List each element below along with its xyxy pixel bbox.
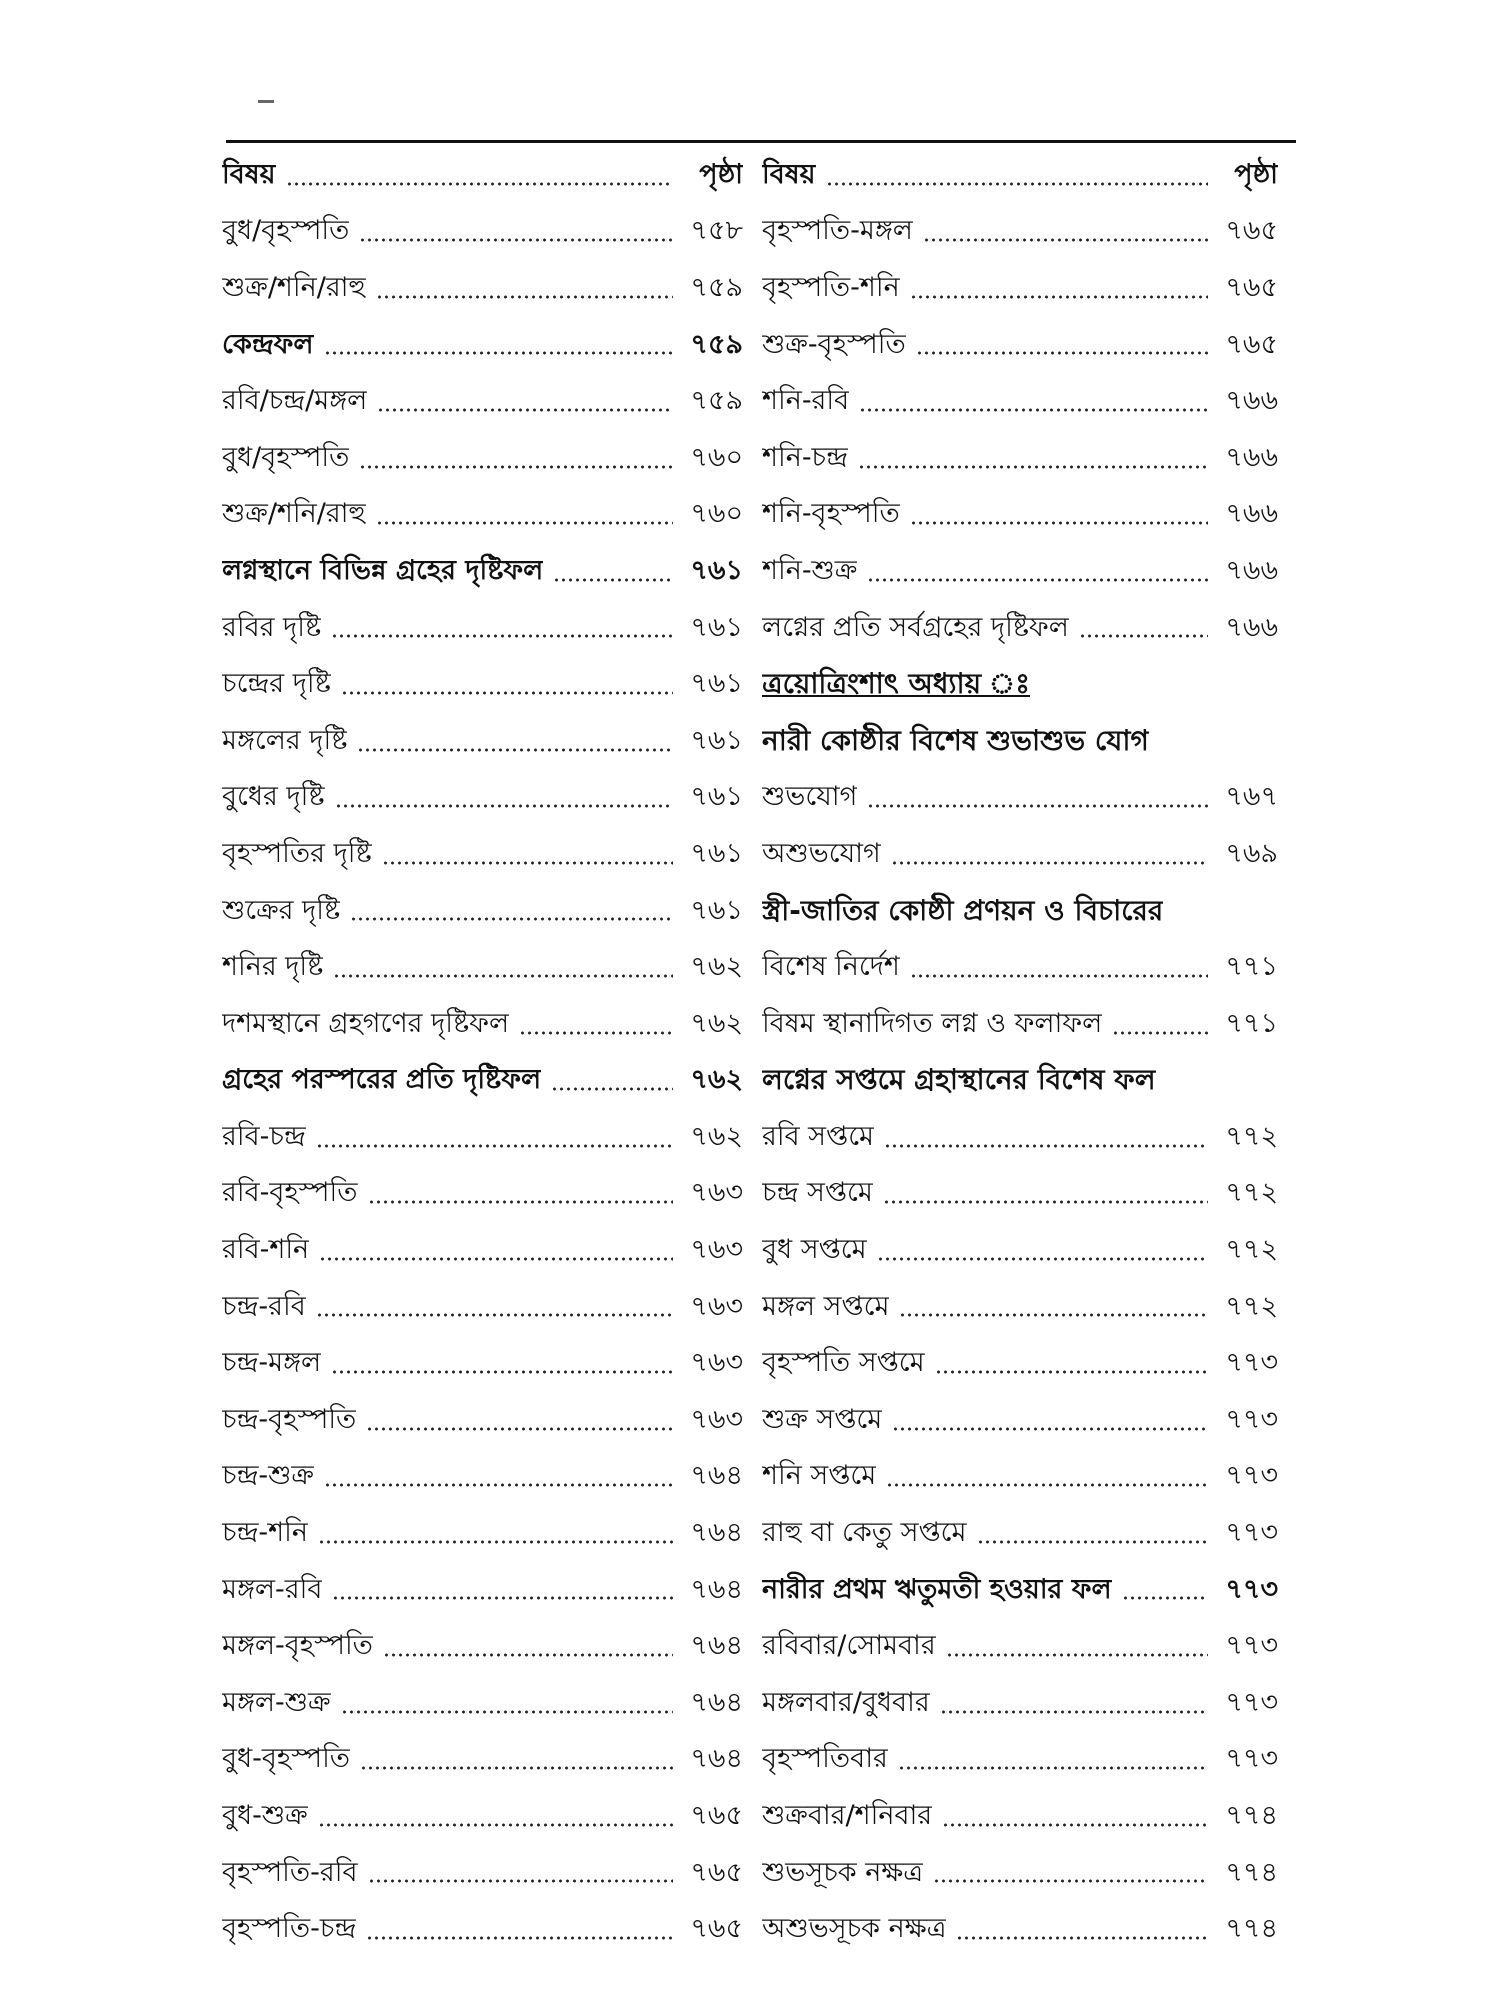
dot-leader <box>910 973 1208 979</box>
toc-entry[interactable] <box>222 884 743 941</box>
entry-title: বুধ-বৃহস্পতি <box>222 1743 351 1775</box>
toc-entry[interactable] <box>762 374 1278 431</box>
entry-page: ৭৬৫ <box>1225 271 1278 303</box>
entry-title: রবি/চন্দ্র/মঙ্গল <box>222 385 368 417</box>
dot-leader <box>382 860 673 866</box>
entry-title: অশুভসূচক নক্ষত্র <box>762 1913 947 1945</box>
dot-leader <box>940 1709 1208 1715</box>
entry-title: রবি-বৃহস্পতি <box>222 1177 358 1209</box>
toc-entry[interactable] <box>762 1450 1278 1507</box>
toc-column-left <box>222 148 743 1959</box>
entry-page: ৭৬৫ <box>1225 328 1278 360</box>
dot-leader <box>859 407 1208 413</box>
entry-title: মঙ্গলবার/বুধবার <box>762 1686 930 1718</box>
entry-page: ৭৭৩ <box>1225 1460 1278 1492</box>
dot-leader <box>376 520 673 526</box>
entry-title: মঙ্গল সপ্তমে <box>762 1290 890 1322</box>
toc-entry[interactable] <box>762 601 1278 658</box>
entry-title: বৃহস্পতিবার <box>762 1743 888 1775</box>
entry-title: চন্দ্রের দৃষ্টি <box>222 668 331 700</box>
section-heading <box>762 884 1278 941</box>
dot-leader <box>898 1765 1208 1771</box>
entry-title: বৃহস্পতির দৃষ্টি <box>222 837 372 869</box>
toc-entry[interactable] <box>222 1676 743 1733</box>
toc-column-right <box>762 148 1278 1959</box>
dot-leader <box>357 747 673 753</box>
toc-entry[interactable] <box>222 1619 743 1676</box>
toc-entry[interactable] <box>762 827 1278 884</box>
dot-leader <box>316 1143 673 1149</box>
toc-entry[interactable] <box>762 940 1278 997</box>
entry-title: বৃহস্পতি-চন্দ্র <box>222 1913 357 1945</box>
entry-title: বৃহস্পতি-শনি <box>762 271 900 303</box>
entry-title: শুক্র সপ্তমে <box>762 1403 883 1435</box>
dot-leader <box>891 860 1208 866</box>
subject-label: বিষয় <box>222 158 276 190</box>
entry-title: মঙ্গল-রবি <box>222 1573 323 1605</box>
entry-page: ৭৬৪ <box>690 1630 743 1662</box>
entry-title: বৃহস্পতি-রবি <box>222 1856 358 1888</box>
entry-page: ৭৬৪ <box>690 1686 743 1718</box>
entry-page: ৭৬৬ <box>1225 385 1278 417</box>
entry-title: চন্দ্র-শনি <box>222 1517 308 1549</box>
entry-title: চন্দ্র সপ্তমে <box>762 1177 873 1209</box>
entry-title: শুভসূচক নক্ষত্র <box>762 1856 924 1888</box>
entry-page: ৭৬২ <box>690 1120 743 1152</box>
entry-page: ৭৬৩ <box>690 1234 743 1266</box>
toc-entry[interactable] <box>222 1563 743 1620</box>
entry-title: কেন্দ্রফল <box>222 328 314 360</box>
entry-page: ৭৬৪ <box>690 1573 743 1605</box>
toc-entry[interactable] <box>222 1506 743 1563</box>
toc-entry[interactable] <box>762 431 1278 488</box>
dot-leader <box>1079 633 1208 639</box>
dot-leader <box>383 1652 673 1658</box>
dot-leader <box>318 1822 673 1828</box>
toc-entry[interactable] <box>222 997 743 1054</box>
entry-title: বৃহস্পতি সপ্তমে <box>762 1347 925 1379</box>
dot-leader <box>858 464 1208 470</box>
dot-leader <box>341 1709 673 1715</box>
dot-leader <box>332 1595 673 1601</box>
dot-leader <box>324 1482 673 1488</box>
entry-page: ৭৭৩ <box>1225 1517 1278 1549</box>
entry-title: শুক্রের দৃষ্টি <box>222 894 341 926</box>
entry-page: ৭৭২ <box>1225 1234 1278 1266</box>
toc-entry[interactable] <box>222 771 743 828</box>
entry-title: চন্দ্র-শুক্র <box>222 1460 314 1492</box>
entry-page: ৭৫৯ <box>690 385 743 417</box>
entry-page: ৭৬৬ <box>1225 611 1278 643</box>
toc-entry[interactable] <box>222 1280 743 1337</box>
entry-page: ৭৬৪ <box>690 1743 743 1775</box>
toc-entry[interactable] <box>222 1846 743 1903</box>
toc-entry[interactable] <box>222 1167 743 1224</box>
toc-entry[interactable] <box>762 1110 1278 1167</box>
toc-entry[interactable] <box>222 827 743 884</box>
entry-title: শুভযোগ <box>762 781 858 813</box>
entry-page: ৭৭২ <box>1225 1120 1278 1152</box>
entry-page: ৭৬২ <box>690 1064 743 1096</box>
entry-page: ৭৬৬ <box>1225 498 1278 530</box>
dot-leader <box>368 1878 673 1884</box>
dot-leader <box>977 1539 1209 1545</box>
entry-title: গ্রহের পরস্পরের প্রতি দৃষ্টিফল <box>222 1064 542 1096</box>
dot-leader <box>886 1482 1208 1488</box>
dot-leader <box>359 237 673 243</box>
entry-page: ৭৬১ <box>690 894 743 926</box>
entry-title: মঙ্গল-শুক্র <box>222 1686 331 1718</box>
chapter-heading <box>762 657 1278 714</box>
dot-leader <box>366 1426 673 1432</box>
entry-page: ৭৭৩ <box>1225 1686 1278 1718</box>
toc-entry[interactable] <box>222 1336 743 1393</box>
entry-page: ৭৫৯ <box>690 328 743 360</box>
entry-page: ৭৬৩ <box>690 1177 743 1209</box>
entry-title: নারীর প্রথম ঋতুমতী হওয়ার ফল <box>762 1573 1112 1605</box>
toc-entry[interactable] <box>762 1223 1278 1280</box>
entry-page: ৭৫৯ <box>690 271 743 303</box>
dot-leader <box>331 633 673 639</box>
toc-entry[interactable] <box>222 1054 743 1111</box>
entry-title: দশমস্থানে গ্রহগণের দৃষ্টিফল <box>222 1007 510 1039</box>
dot-leader <box>519 1030 673 1036</box>
entry-title: শুক্র-বৃহস্পতি <box>762 328 906 360</box>
toc-entry[interactable] <box>762 1789 1278 1846</box>
entry-title: চন্দ্র-বৃহস্পতি <box>222 1403 357 1435</box>
dot-leader <box>331 1369 673 1375</box>
entry-title: মঙ্গলের দৃষ্টি <box>222 724 348 756</box>
entry-page: ৭৬০ <box>690 441 743 473</box>
toc-entry[interactable] <box>762 1563 1278 1620</box>
entry-title: মঙ্গল-বৃহস্পতি <box>222 1630 373 1662</box>
dot-leader <box>350 916 673 922</box>
entry-title: শনির দৃষ্টি <box>222 951 324 983</box>
entry-title: চন্দ্র-রবি <box>222 1290 306 1322</box>
dot-leader <box>867 803 1208 809</box>
entry-page: ৭৬১ <box>690 554 743 586</box>
toc-entry[interactable] <box>222 205 743 262</box>
entry-title: রাহু বা কেতু সপ্তমে <box>762 1517 967 1549</box>
entry-page: ৭৭৩ <box>1225 1403 1278 1435</box>
dot-leader <box>883 1199 1208 1205</box>
entry-page: ৭৭২ <box>1225 1290 1278 1322</box>
dot-leader <box>366 1935 673 1941</box>
entry-title: বুধ-শুক্র <box>222 1800 308 1832</box>
toc-entry[interactable] <box>222 374 743 431</box>
toc-entry[interactable] <box>762 1619 1278 1676</box>
entry-title: অশুভযোগ <box>762 837 881 869</box>
dot-leader <box>956 1935 1208 1941</box>
dot-leader <box>877 1256 1208 1262</box>
toc-entry[interactable] <box>222 1110 743 1167</box>
toc-entry[interactable] <box>762 771 1278 828</box>
entry-page: ৭৭৪ <box>1225 1913 1278 1945</box>
toc-entry[interactable] <box>762 1902 1278 1959</box>
toc-entry[interactable] <box>762 1846 1278 1903</box>
dot-leader <box>884 1143 1208 1149</box>
entry-page: ৭৬৫ <box>1225 215 1278 247</box>
entry-page: ৭৬৫ <box>690 1856 743 1888</box>
toc-entry[interactable] <box>762 997 1278 1054</box>
toc-entry[interactable] <box>762 488 1278 545</box>
toc-entry[interactable] <box>762 1733 1278 1790</box>
dot-leader <box>1122 1595 1208 1601</box>
toc-entry[interactable] <box>222 261 743 318</box>
entry-page: ৭৭৪ <box>1225 1800 1278 1832</box>
entry-title: রবিবার/সোমবার <box>762 1630 936 1662</box>
toc-entry[interactable] <box>222 1902 743 1959</box>
dot-leader <box>335 803 673 809</box>
entry-page: ৭৭১ <box>1225 951 1278 983</box>
entry-title: শনি-চন্দ্র <box>762 441 848 473</box>
dot-leader <box>377 407 673 413</box>
entry-title: বিষম স্থানাদিগত লগ্ন ও ফলাফল <box>762 1007 1103 1039</box>
entry-page: ৭৭৩ <box>1225 1630 1278 1662</box>
dot-leader <box>376 294 673 300</box>
toc-entry[interactable] <box>222 431 743 488</box>
toc-entry[interactable] <box>222 318 743 375</box>
toc-entry[interactable] <box>762 1506 1278 1563</box>
entry-title: শনি-বৃহস্পতি <box>762 498 900 530</box>
dot-leader <box>318 1539 673 1545</box>
toc-entry[interactable] <box>222 488 743 545</box>
entry-title: শুক্র/শনি/রাহু <box>222 271 366 303</box>
toc-entry[interactable] <box>222 657 743 714</box>
page-label: পৃষ্ঠা <box>1234 158 1278 190</box>
dot-leader <box>368 1199 673 1205</box>
dot-leader <box>942 1822 1208 1828</box>
dot-leader <box>923 237 1208 243</box>
entry-page: ৭৭৪ <box>1225 1856 1278 1888</box>
entry-title: রবি সপ্তমে <box>762 1120 875 1152</box>
entry-title: লগ্নের প্রতি সর্বগ্রহের দৃষ্টিফল <box>762 611 1069 643</box>
column-header <box>762 148 1278 205</box>
entry-page: ৭৬১ <box>690 611 743 643</box>
entry-page: ৭৬১ <box>690 668 743 700</box>
section-title: লগ্নের সপ্তমে গ্রহাস্থানের বিশেষ ফল <box>762 1063 1156 1097</box>
toc-entry[interactable] <box>762 205 1278 262</box>
entry-page: ৭৬৫ <box>690 1800 743 1832</box>
entry-page: ৭৬৪ <box>690 1517 743 1549</box>
entry-title: বুধ/বৃহস্পতি <box>222 215 350 247</box>
toc-entry[interactable] <box>762 1336 1278 1393</box>
dot-leader <box>551 1086 673 1092</box>
section-title: নারী কোষ্ঠীর বিশেষ শুভাশুভ যোগ <box>762 723 1149 757</box>
toc-entry[interactable] <box>222 601 743 658</box>
dot-leader <box>286 181 673 187</box>
entry-page: ৭৬৫ <box>690 1913 743 1945</box>
toc-entry[interactable] <box>222 714 743 771</box>
entry-page: ৭৬২ <box>690 1007 743 1039</box>
dot-leader <box>360 1765 673 1771</box>
entry-page: ৭৬৭ <box>1225 781 1278 813</box>
entry-page: ৭৬১ <box>690 837 743 869</box>
entry-title: চন্দ্র-মঙ্গল <box>222 1347 322 1379</box>
entry-page: ৭৬৬ <box>1225 554 1278 586</box>
entry-title: বৃহস্পতি-মঙ্গল <box>762 215 913 247</box>
dot-leader <box>867 577 1208 583</box>
toc-entry[interactable] <box>222 544 743 601</box>
entry-page: ৭৬৩ <box>690 1403 743 1435</box>
entry-page: ৭৬৩ <box>690 1290 743 1322</box>
column-header <box>222 148 743 205</box>
entry-page: ৭৭৩ <box>1225 1743 1278 1775</box>
toc-entry[interactable] <box>222 1733 743 1790</box>
dot-leader <box>553 577 673 583</box>
entry-page: ৭৬৯ <box>1225 837 1278 869</box>
dot-leader <box>324 350 673 356</box>
entry-title: বুধ সপ্তমে <box>762 1234 867 1266</box>
entry-title: শনি-শুক্র <box>762 554 858 586</box>
page-label: পৃষ্ঠা <box>699 158 743 190</box>
entry-page: ৭৬৬ <box>1225 441 1278 473</box>
dot-leader <box>1112 1030 1208 1036</box>
chapter-title: ত্রয়োত্রিংশাৎ অধ্যায় ঃ <box>762 667 1031 701</box>
entry-page: ৭৬৩ <box>690 1347 743 1379</box>
dot-leader <box>899 1312 1208 1318</box>
toc-entry[interactable] <box>222 1450 743 1507</box>
dot-leader <box>933 1878 1208 1884</box>
entry-page: ৭৬১ <box>690 781 743 813</box>
entry-title: শনি-রবি <box>762 385 850 417</box>
entry-title: বুধ/বৃহস্পতি <box>222 441 350 473</box>
entry-page: ৭৬৪ <box>690 1460 743 1492</box>
entry-page: ৭৬০ <box>690 498 743 530</box>
dot-leader <box>333 973 673 979</box>
entry-page: ৭৭৩ <box>1225 1347 1278 1379</box>
subject-label: বিষয় <box>762 158 816 190</box>
entry-title: বুধের দৃষ্টি <box>222 781 325 813</box>
dot-leader <box>316 1312 673 1318</box>
toc-entry[interactable] <box>762 1280 1278 1337</box>
toc-entry[interactable] <box>762 318 1278 375</box>
toc-entry[interactable] <box>762 1676 1278 1733</box>
entry-page: ৭৫৮ <box>690 215 743 247</box>
entry-title: লগ্নস্থানে বিভিন্ন গ্রহের দৃষ্টিফল <box>222 554 544 586</box>
toc-entry[interactable] <box>762 1393 1278 1450</box>
toc-entry[interactable] <box>762 261 1278 318</box>
dot-leader <box>946 1652 1208 1658</box>
entry-title: শুক্রবার/শনিবার <box>762 1800 933 1832</box>
toc-entry[interactable] <box>222 1789 743 1846</box>
dot-leader <box>910 294 1208 300</box>
section-heading <box>762 714 1278 771</box>
entry-page: ৭৭১ <box>1225 1007 1278 1039</box>
dot-leader <box>910 520 1208 526</box>
entry-page: ৭৬২ <box>690 951 743 983</box>
dot-leader <box>359 464 673 470</box>
entry-title: শনি সপ্তমে <box>762 1460 877 1492</box>
entry-page: ৭৭৩ <box>1225 1573 1278 1605</box>
entry-title: রবি-চন্দ্র <box>222 1120 306 1152</box>
toc-entry[interactable] <box>762 1167 1278 1224</box>
dot-leader <box>892 1426 1208 1432</box>
entry-title: বিশেষ নির্দেশ <box>762 951 900 983</box>
entry-page: ৭৭২ <box>1225 1177 1278 1209</box>
section-title: স্ত্রী-জাতির কোষ্ঠী প্রণয়ন ও বিচারের <box>762 893 1164 927</box>
entry-title: রবি-শনি <box>222 1234 310 1266</box>
entry-title: শুক্র/শনি/রাহু <box>222 498 366 530</box>
toc-entry[interactable] <box>222 1223 743 1280</box>
dot-leader <box>341 690 673 696</box>
dot-leader <box>826 181 1208 187</box>
entry-page: ৭৬১ <box>690 724 743 756</box>
dot-leader <box>916 350 1208 356</box>
entry-title: রবির দৃষ্টি <box>222 611 322 643</box>
dot-leader <box>319 1256 673 1262</box>
toc-entry[interactable] <box>222 1393 743 1450</box>
section-heading <box>762 1054 1278 1111</box>
toc-entry[interactable] <box>222 940 743 997</box>
dot-leader <box>935 1369 1208 1375</box>
toc-entry[interactable] <box>762 544 1278 601</box>
